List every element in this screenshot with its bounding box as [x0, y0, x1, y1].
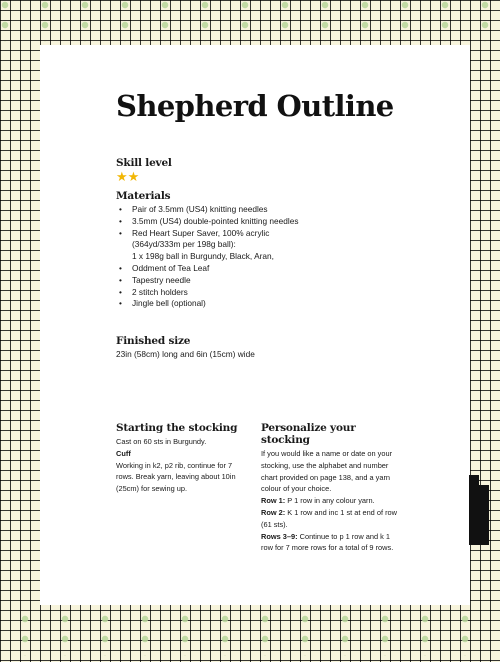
decorative-green-band-bottom [0, 614, 500, 656]
cuff-label: Cuff [116, 448, 131, 458]
skill-level-stars: ★★ [116, 169, 140, 184]
starting-section [116, 422, 246, 495]
materials-heading: Materials [116, 190, 171, 202]
cuff-text: Working in k2, p2 rib, continue for 7 rows. Break yarn, leaving about 10in (25cm) for sewing up. [116, 460, 236, 494]
list-item: • Jingle bell (optional) [116, 298, 416, 310]
decorative-green-band-top [0, 0, 500, 42]
skill-level-section [116, 157, 172, 169]
list-item: • Oddment of Tea Leaf [116, 263, 416, 275]
personalize-heading: Personalize your stocking [261, 422, 356, 446]
skill-level-heading: Skill level [116, 157, 172, 169]
starting-heading: Starting the stocking [116, 422, 238, 434]
finished-size-section [116, 335, 255, 359]
list-item: • 2 stitch holders [116, 287, 416, 299]
rows-3-9-instruction: Rows 3–9: Continue to p 1 row and k 1 row for 7 more rows for a total of 9 rows. [261, 531, 394, 553]
materials-section [116, 190, 416, 310]
starting-body [116, 436, 246, 495]
finished-size-text: 23in (58cm) long and 6in (15cm) wide [116, 349, 255, 359]
cast-on-text: Cast on 60 sts in Burgundy. [116, 437, 207, 446]
personalize-intro: If you would like a name or date on your stocking, use the alphabet and number chart provided on page 138, and a yarn colour of your choice. [261, 449, 393, 494]
row-1-instruction: Row 1: P 1 row in any colour yarn. [261, 496, 375, 506]
list-item: • Red Heart Super Saver, 100% acrylic [116, 228, 416, 240]
list-item: • Pair of 3.5mm (US4) knitting needles [116, 204, 416, 216]
pattern-page-card [40, 45, 470, 605]
list-item: (364yd/333m per 198g ball): [132, 239, 236, 250]
row-2-instruction: Row 2: K 1 row and inc 1 st at end of row (61 sts). [261, 507, 397, 529]
personalize-body [261, 448, 401, 554]
list-item: • Tapestry needle [116, 275, 416, 287]
personalize-section [261, 422, 401, 554]
page-title: Shepherd Outline [116, 89, 394, 123]
materials-list [116, 204, 416, 310]
list-item: 1 x 198g ball in Burgundy, Black, Aran, [132, 251, 274, 262]
finished-size-heading: Finished size [116, 335, 191, 347]
list-item: • 3.5mm (US4) double-pointed knitting needles [116, 216, 416, 228]
